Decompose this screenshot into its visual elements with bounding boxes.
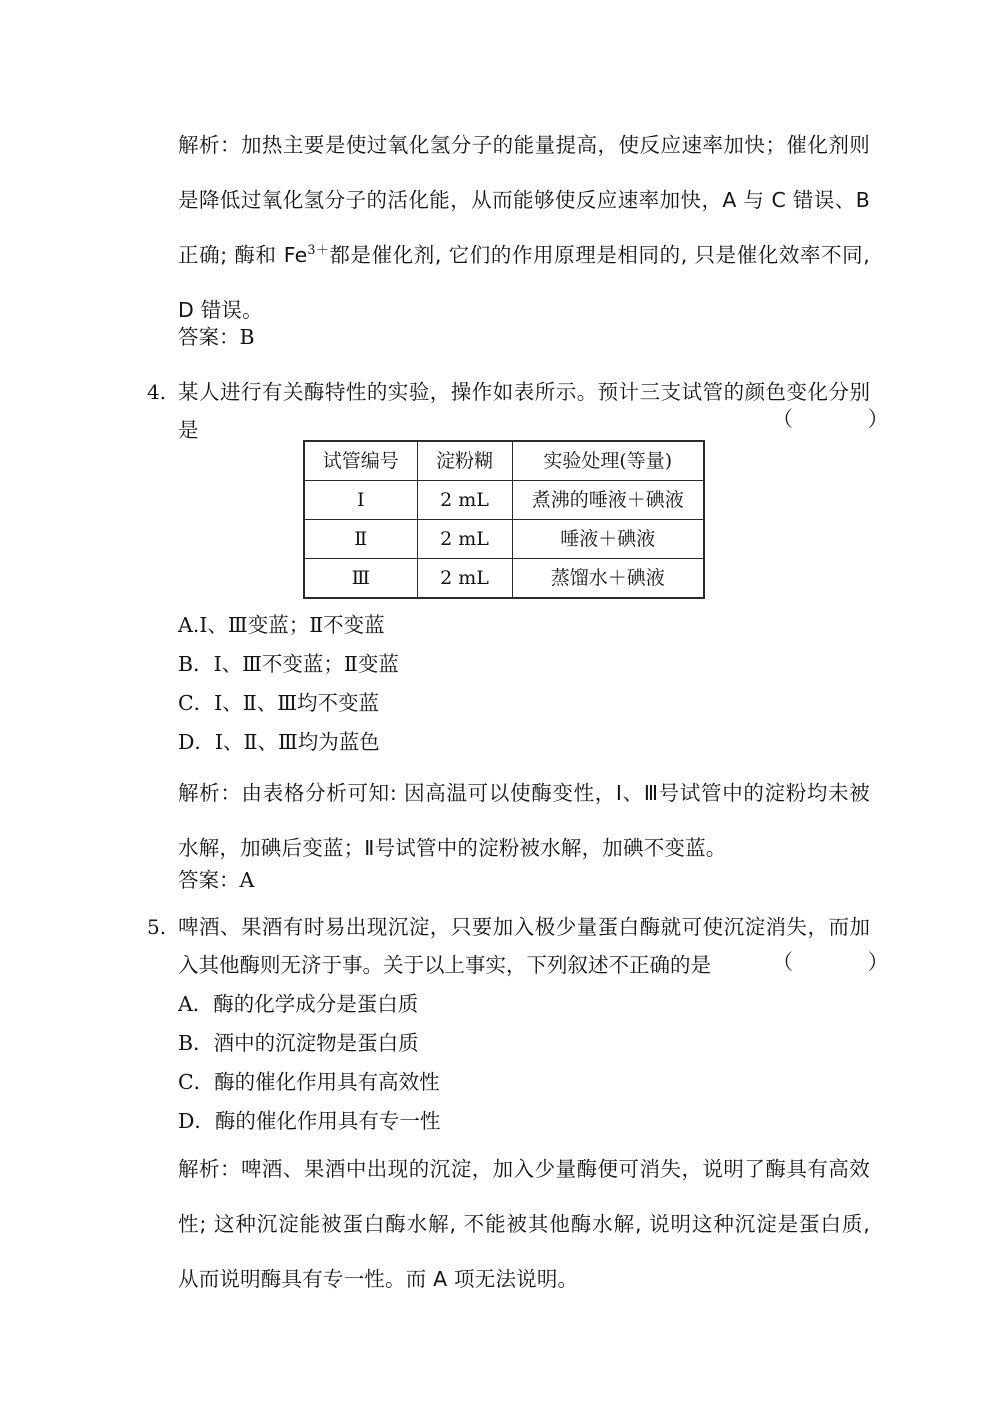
table-cell-volume: 2 mL xyxy=(417,559,512,599)
table-row xyxy=(304,559,704,599)
table-header-cell: 试管编号 xyxy=(304,441,417,481)
analysis-text-3-after: 都是催化剂, 它们的作用原理是相同的, 只是催化效率不同, D 错误。 xyxy=(178,243,870,322)
answer-value-4: A xyxy=(239,868,255,892)
answer-parenthesis-5: （ ） xyxy=(772,950,923,974)
table-cell-tube-id: Ⅱ xyxy=(304,520,417,559)
analysis-label-4: 解析： xyxy=(178,781,242,805)
question-number-5: 5. xyxy=(147,915,167,939)
analysis-block-5 xyxy=(178,1142,870,1307)
analysis-label-5: 解析： xyxy=(178,1157,241,1181)
option-4-c[interactable]: C．Ⅰ、Ⅱ、Ⅲ均不变蓝 xyxy=(178,691,379,715)
table-cell-tube-id: Ⅰ xyxy=(304,481,417,520)
option-5-c[interactable]: C．酶的催化作用具有高效性 xyxy=(178,1070,440,1094)
option-4-b[interactable]: B．Ⅰ、Ⅲ不变蓝；Ⅱ变蓝 xyxy=(178,652,399,676)
question-stem-5: 啤酒、果酒有时易出现沉淀，只要加入极少量蛋白酶就可使沉淀消失，而加入其他酶则无济于事。关于以上事实，下列叙述不正确的是 xyxy=(178,915,870,977)
answer-line-4 xyxy=(178,865,254,895)
answer-label-3: 答案： xyxy=(178,325,240,349)
option-4-a[interactable]: A.Ⅰ、Ⅲ变蓝；Ⅱ不变蓝 xyxy=(178,613,385,637)
table-cell-tube-id: Ⅲ xyxy=(304,559,417,599)
table-header-cell: 淀粉糊 xyxy=(417,441,512,481)
analysis-text-3: 加热主要是使过氧化氢分子的能量提高，使反应速率加快；催化剂则是降低过氧化氢分子的活化能，从而能够使反应速率加快，A 与 C 错误、B 正确; 酶和 Fe xyxy=(178,133,870,267)
table-cell-treatment: 唾液＋碘液 xyxy=(512,520,704,559)
answer-line-3 xyxy=(178,322,255,352)
option-5-b[interactable]: B．酒中的沉淀物是蛋白质 xyxy=(178,1031,419,1055)
analysis-block-4 xyxy=(178,766,870,876)
analysis-text-5: 啤酒、果酒中出现的沉淀，加入少量酶便可消失，说明了酶具有高效性; 这种沉淀能被蛋白酶水解, 不能被其他酶水解, 说明这种沉淀是蛋白质, 从而说明酶具有专一性。而 A 项无法说明。 xyxy=(178,1157,870,1291)
question-number-4: 4. xyxy=(147,380,167,404)
answer-value-3: B xyxy=(239,325,255,349)
table-cell-treatment: 蒸馏水＋碘液 xyxy=(512,559,704,599)
table-header-row xyxy=(304,441,704,481)
superscript-charge: 3＋ xyxy=(307,242,330,258)
table-row xyxy=(304,520,704,559)
table-cell-volume: 2 mL xyxy=(417,481,512,520)
answer-label-4: 答案： xyxy=(178,868,240,892)
question-stem-4: 某人进行有关酶特性的实验，操作如表所示。预计三支试管的颜色变化分别是 xyxy=(178,380,870,442)
analysis-label-3: 解析： xyxy=(178,133,241,157)
analysis-block-3 xyxy=(178,118,870,338)
table-header-cell: 实验处理(等量) xyxy=(512,441,704,481)
analysis-text-4: 由表格分析可知: 因高温可以使酶变性，Ⅰ、Ⅲ号试管中的淀粉均未被水解，加碘后变蓝；Ⅱ号试管中的淀粉被水解，加碘不变蓝。 xyxy=(178,781,870,860)
table-row xyxy=(304,481,704,520)
table-cell-volume: 2 mL xyxy=(417,520,512,559)
option-4-d[interactable]: D．Ⅰ、Ⅱ、Ⅲ均为蓝色 xyxy=(178,730,380,754)
option-5-a[interactable]: A．酶的化学成分是蛋白质 xyxy=(178,992,419,1016)
answer-parenthesis-4: （ ） xyxy=(772,407,923,431)
option-5-d[interactable]: D．酶的催化作用具有专一性 xyxy=(178,1109,441,1133)
experiment-table-4 xyxy=(303,440,705,599)
table-cell-treatment: 煮沸的唾液＋碘液 xyxy=(512,481,704,520)
